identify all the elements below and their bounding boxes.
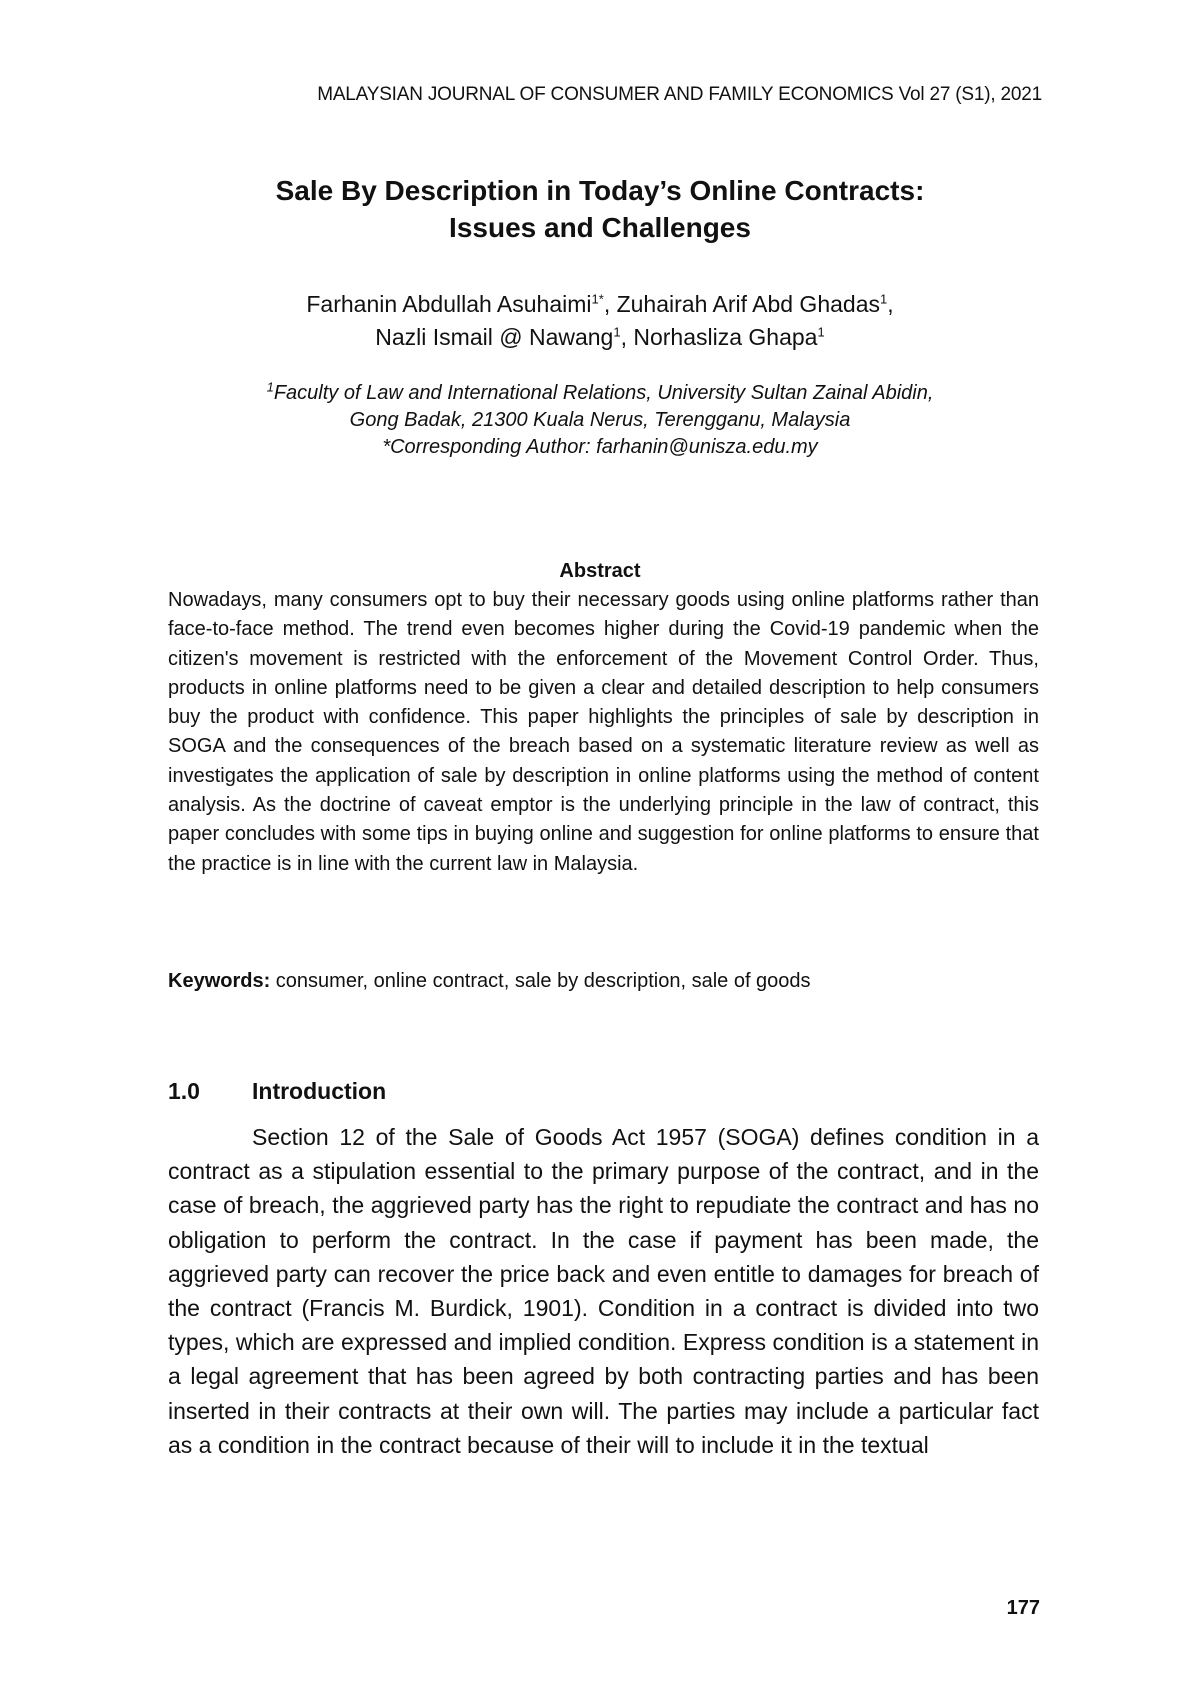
title-line-1: Sale By Description in Today’s Online Contracts:: [275, 175, 925, 206]
authors-line-1: Farhanin Abdullah Asuhaimi$^{1*}$, Zuhairah Arif Abd Ghadas$^1$,: [306, 291, 894, 317]
introduction-paragraph: [168, 1120, 1039, 1462]
paper-title: [0, 172, 1200, 246]
keywords: [168, 970, 1039, 993]
page-number: 177: [1006, 1597, 1040, 1619]
affiliation-mark: 1: [266, 379, 274, 395]
author-list: [0, 288, 1200, 354]
author-2-affil-mark: 1: [879, 291, 888, 307]
author-2: Zuhairah Arif Abd Ghadas: [616, 291, 880, 317]
author-3: Nazli Ismail @ Nawang: [375, 324, 614, 350]
author-4: Norhasliza Ghapa: [633, 324, 818, 350]
author-3-affil-mark: 1: [613, 324, 621, 340]
affiliation-line-2: Gong Badak, 21300 Kuala Nerus, Terengganu, Malaysia: [349, 409, 851, 431]
section-number: 1.0: [168, 1078, 200, 1104]
affiliation: [0, 380, 1200, 461]
author-1: Farhanin Abdullah Asuhaimi: [306, 291, 592, 317]
section-heading: [168, 1078, 386, 1105]
affiliation-line-1: $^1$Faculty of Law and International Relations, University Sultan Zainal Abidin,: [266, 379, 934, 404]
author-4-affil-mark: 1: [817, 324, 825, 340]
authors-line-2: Nazli Ismail @ Nawang$^1$, Norhasliza Ghapa$^1$: [375, 324, 825, 350]
title-line-2: Issues and Challenges: [449, 212, 751, 243]
corresponding-author: *Corresponding Author: farhanin@unisza.edu.my: [382, 436, 818, 458]
keywords-label: Keywords:: [168, 970, 271, 992]
keywords-text: consumer, online contract, sale by description, sale of goods: [270, 970, 811, 992]
introduction-text: Section 12 of the Sale of Goods Act 1957 (SOGA) defines condition in a contract as a stipulation essential to the primary purpose of the contract, and in the case of breach, the aggrieved party has the right to repudiate the contract and has no obligation to perform the contract. In the case if payment has been made, the aggrieved party can recover the price back and even entitle to damages for breach of the contract (Francis M. Burdick, 1901). Condition in a contract is divided into two types, which are expressed and implied condition. Express condition is a statement in a legal agreement that has been agreed by both contracting parties and has been inserted in their contracts at their own will. The parties may include a particular fact as a condition in the contract because of their will to include it in the textual: [168, 1124, 1039, 1458]
abstract-heading: Abstract: [559, 560, 641, 582]
abstract-text: Nowadays, many consumers opt to buy their necessary goods using online platforms rather than face-to-face method. The trend even becomes higher during the Covid-19 pandemic when the citizen's movement is restricted with the enforcement of the Movement Control Order. Thus, products in online platforms need to be given a clear and detailed description to help consumers buy the product with confidence. This paper highlights the principles of sale by description in SOGA and the consequences of the breach based on a systematic literature review as well as investigates the application of sale by description in online platforms using the method of content analysis. As the doctrine of caveat emptor is the underlying principle in the law of contract, this paper concludes with some tips in buying online and suggestion for online platforms to ensure that the practice is in line with the current law in Malaysia.: [168, 589, 1039, 875]
running-header: MALAYSIAN JOURNAL OF CONSUMER AND FAMILY ECONOMICS Vol 27 (S1), 2021: [317, 84, 1042, 105]
section-title: Introduction: [252, 1078, 387, 1104]
author-1-affil-mark: 1*: [591, 291, 604, 307]
